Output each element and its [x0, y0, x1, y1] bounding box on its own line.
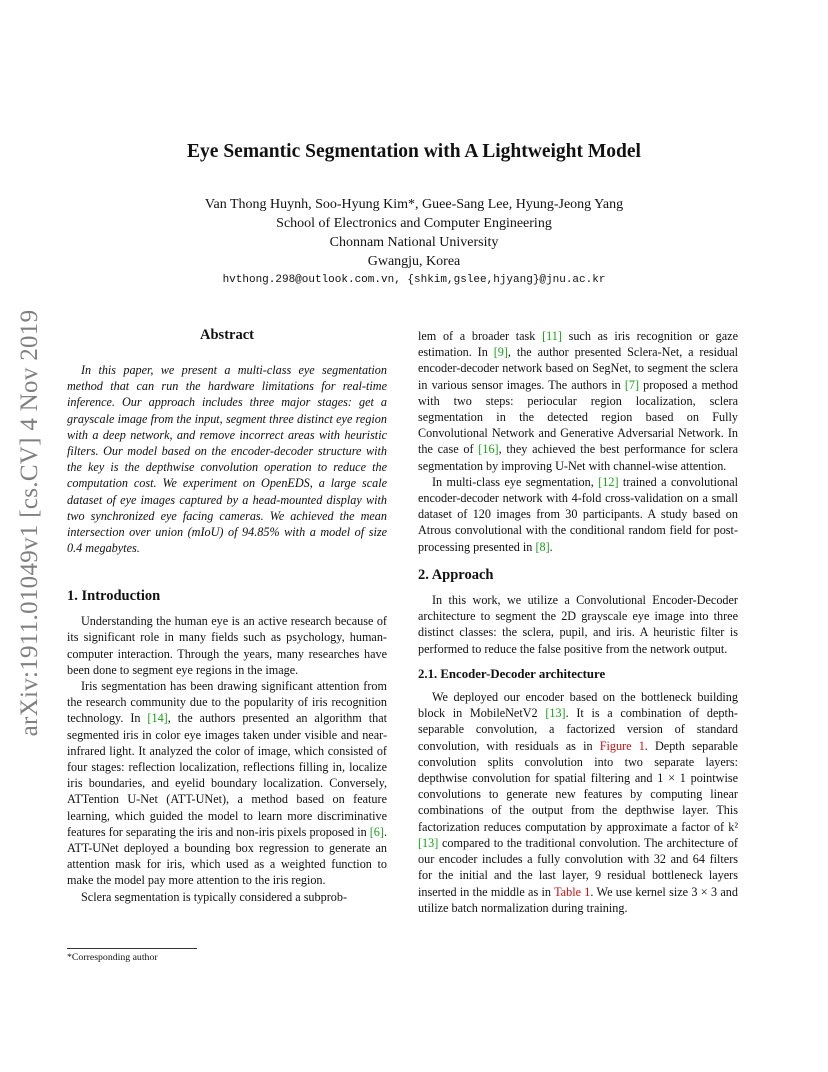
intro-paragraph-2: Iris segmentation has been drawing significant attention from the research community due to the popularity of iris recognition technology. In [14], the authors presented an algorithm that segmented iris in color eye images taken under visible and near-infrared light. It analyzed the color of image, which consisted of four stages: reflection localization, reflections filling in, localize iris boundaries, and eyelid boundary localization. Conversely, ATTention U-Net (ATT-UNet), a method based on feature learning, which guided the model to learn more discriminative features for separating the iris and non-iris pixels proposed in [6]. ATT-UNet deployed a bounding box regression to generate an attention mask for iris, which used as a weighted function to make the model pay more attention to the iris region. — [67, 679, 387, 888]
approach-paragraph: In this work, we utilize a Convolutional Encoder-Decoder architecture to segment the 2D grayscale eye image into three distinct classes: the sclera, pupil, and iris. A heuristic filter is performed to reduce the false positive from the network output. — [418, 593, 738, 656]
citation-link[interactable]: [16] — [478, 442, 499, 457]
citation-link[interactable]: [13] — [545, 706, 566, 721]
affiliation-location: Gwangju, Korea — [367, 254, 461, 269]
subsection-heading: 2.1. Encoder-Decoder architecture — [418, 666, 606, 681]
affiliation-university: Chonnam National University — [329, 235, 499, 250]
author-names: Van Thong Huynh, Soo-Hyung Kim*, Guee-Sang Lee, Hyung-Jeong Yang — [204, 197, 624, 212]
citation-link[interactable]: [6] — [369, 824, 384, 839]
encoder-paragraph: We deployed our encoder based on the bottleneck building block in MobileNetV2 [13]. It is a combination of depth-separable convolution, a factorized version of standard convolution, with residuals as in Figure 1. Depth separable convolution splits convolution into two separate layers: depthwise convolution for spatial filtering and 1 × 1 pointwise convolutions to generate new features by computing linear combinations of the output from the depthwise layer. This factorization reduces computation by approximate a factor of k² [13] compared to the traditional convolution. The architecture of our encoder includes a fully convolution with 32 and 64 filters for the initial and the last layer, 9 residual bottleneck layers inserted in the middle as in Table 1. We use kernel size 3 × 3 and utilize batch normalization during training. — [418, 690, 738, 915]
related-work-paragraph-2: In multi-class eye segmentation, [12] trained a convolutional encoder-decoder network with 4-fold cross-validation on a small dataset of 120 images from 30 participants. A study based on Atrous convolutional with the conditional random field for post-processing presented in [8]. — [418, 474, 738, 554]
citation-link[interactable]: [8] — [535, 539, 550, 554]
author-block — [0, 195, 828, 271]
table-reference-link[interactable]: Table 1 — [554, 884, 591, 899]
arxiv-identifier: arXiv:1911.01049v1 [cs.CV] 4 Nov 2019 — [16, 309, 43, 737]
introduction-heading: 1. Introduction — [67, 588, 161, 604]
footnote-rule — [67, 948, 197, 949]
intro-paragraph-1: Understanding the human eye is an active research because of its significant role in many fields such as psychology, human-computer interaction. Through the years, many researches have been done to segment eye regions in the image. — [67, 614, 387, 677]
abstract-paragraph: In this paper, we present a multi-class eye segmentation method that can run the hardware limitations for real-time inference. Our approach includes three major stages: get a grayscale image from the input, segment three distinct eye region with a deep network, and remove incorrect areas with heuristic filters. Our model based on the encoder-decoder structure with the key is the depthwise convolution operation to reduce the computation cost. We experiment on OpenEDS, a large scale dataset of eye images captured by a head-mounted display with two synchronized eye facing cameras. We achieved the mean intersection over union (mIoU) of 94.85% with a model of size 0.4 megabytes. — [67, 363, 387, 556]
intro-paragraph-3: Sclera segmentation is typically considered a subprob- — [81, 889, 348, 904]
abstract-heading: Abstract — [200, 327, 254, 343]
footnote: *Corresponding author — [67, 952, 158, 963]
paper-title: Eye Semantic Segmentation with A Lightweight Model — [187, 141, 641, 162]
citation-link[interactable]: [11] — [542, 329, 562, 343]
right-column — [418, 328, 738, 916]
affiliation-school: School of Electronics and Computer Engineering — [276, 216, 552, 231]
citation-link[interactable]: [9] — [493, 345, 508, 360]
citation-link[interactable]: [13] — [418, 835, 439, 850]
figure-reference-link[interactable]: Figure 1 — [599, 738, 645, 753]
citation-link[interactable]: [7] — [624, 377, 640, 392]
arxiv-sidebar-stamp — [10, 288, 50, 758]
citation-link[interactable]: [14] — [147, 711, 168, 726]
related-work-paragraph-1: lem of a broader task [11] such as iris recognition or gaze estimation. In [9], the author presented Sclera-Net, a residual encoder-decoder network based on SegNet, to segment the sclera in various sensor images. The authors in [7] proposed a method with two steps: periocular region localization, sclera segmentation in the detected region based on Fully Convolutional Network and Generative Adversarial Network. In the case of [16], they achieved the best performance for sclera segmentation by improving U-Net with channel-wise attention. — [418, 329, 739, 473]
citation-link[interactable]: [12] — [598, 474, 619, 489]
author-emails: hvthong.298@outlook.com.vn, {shkim,gslee,hjyang}@jnu.ac.kr — [222, 274, 606, 286]
abstract-text — [67, 362, 387, 556]
introduction-section — [67, 588, 387, 905]
approach-heading: 2. Approach — [418, 566, 494, 583]
